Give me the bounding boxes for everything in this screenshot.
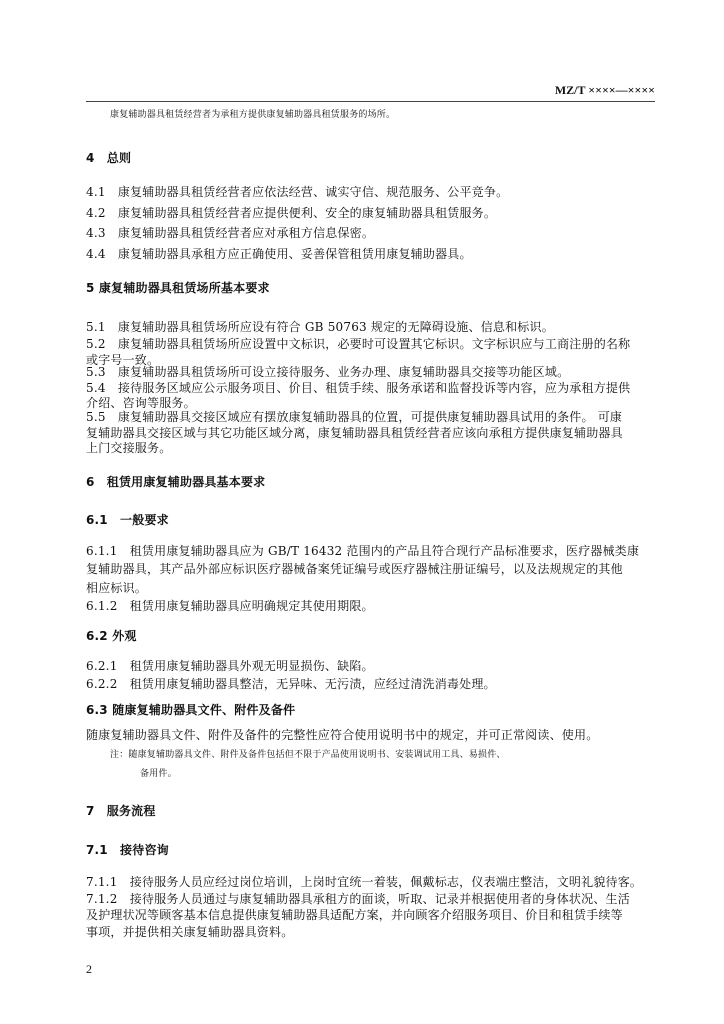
section-heading-4: 4 总则 (86, 151, 132, 165)
note-line: 注：随康复辅助器具文件、附件及备件包括但不限于产品使用说明书、安装调试用工具、易损件、 (110, 750, 506, 760)
subsection-heading-6-1: 6.1 一般要求 (86, 513, 169, 527)
subsection-heading-7-1: 7.1 接待咨询 (86, 843, 169, 857)
standard-code: MZ/T ××××—×××× (554, 83, 655, 97)
subsection-heading-6-3: 6.3 随康复辅助器具文件、附件及备件 (86, 703, 296, 717)
clause-5-5-cont: 复辅助器具交接区域与其它功能区域分离，康复辅助器具租赁经营者应该向承租方提供康复辅助器具 (86, 426, 623, 440)
clause-6-2-1: 6.2.1 租赁用康复辅助器具外观无明显损伤、缺陷。 (86, 659, 374, 673)
clause-4-2: 4.2 康复辅助器具租赁经营者应提供便利、安全的康复辅助器具租赁服务。 (86, 206, 497, 220)
clause-5-2: 5.2 康复辅助器具租赁场所应设置中文标识，必要时可设置其它标识。文字标识应与工商注册的名称 (86, 337, 631, 351)
clause-6-1-1-cont: 复辅助器具，其产品外部应标识医疗器械备案凭证编号或医疗器械注册证编号，以及法规规定的其他 (86, 562, 623, 576)
clause-6-2-2: 6.2.2 租赁用康复辅助器具整洁，无异味、无污渍，应经过清洗消毒处理。 (86, 677, 496, 691)
section-heading-6: 6 租赁用康复辅助器具基本要求 (86, 475, 266, 489)
clause-5-1: 5.1 康复辅助器具租赁场所应设有符合 GB 50763 规定的无障碍设施、信息和标识。 (86, 320, 554, 334)
clause-5-5-cont2: 上门交接服务。 (86, 441, 172, 455)
clause-6-1-1: 6.1.1 租赁用康复辅助器具应为 GB/T 16432 范围内的产品且符合现行产品标准要求，医疗器械类康 (86, 544, 640, 558)
clause-7-1-2: 7.1.2 接待服务人员通过与康复辅助器具承租方的面谈，听取、记录并根据使用者的身体状况、生活 (86, 892, 630, 906)
clause-5-4: 5.4 接待服务区域应公示服务项目、价目、租赁手续、服务承诺和监督投诉等内容，应为承租方提供 (86, 381, 631, 395)
clause-5-4-cont: 介绍、咨询等服务。 (86, 396, 196, 410)
header-rule (86, 101, 655, 102)
clause-5-3: 5.3 康复辅助器具租赁场所可设立接待服务、业务办理、康复辅助器具交接等功能区域。 (86, 365, 570, 379)
clause-7-1-1: 7.1.1 接待服务人员应经过岗位培训，上岗时宜统一着装，佩戴标志，仪表端庄整洁，文明礼貌待客。 (86, 875, 643, 889)
clause-4-3: 4.3 康复辅助器具租赁经营者应对承租方信息保密。 (86, 226, 375, 240)
clause-4-4: 4.4 康复辅助器具承租方应正确使用、妥善保管租赁用康复辅助器具。 (86, 247, 472, 261)
page-number: 2 (86, 962, 92, 976)
paragraph-6-3: 随康复辅助器具文件、附件及备件的完整性应符合使用说明书中的规定，并可正常阅读、使用。 (86, 728, 599, 742)
clause-4-1: 4.1 康复辅助器具租赁经营者应依法经营、诚实守信、规范服务、公平竞争。 (86, 185, 509, 199)
clause-5-2-cont: 或字号一致。 (86, 353, 160, 367)
section-heading-7: 7 服务流程 (86, 804, 156, 818)
clause-7-1-2-cont2: 事项，并提供相关康复辅助器具资料。 (86, 925, 294, 939)
clause-7-1-2-cont: 及护理状况等顾客基本信息提供康复辅助器具适配方案，并向顾客介绍服务项目、价目和租赁手续等 (86, 908, 623, 922)
section-heading-5: 5 康复辅助器具租赁场所基本要求 (86, 281, 270, 295)
clause-5-5: 5.5 康复辅助器具交接区域应有摆放康复辅助器具的位置，可提供康复辅助器具试用的条件。 可康 (86, 410, 623, 424)
note-line-cont: 备用件。 (140, 769, 177, 779)
paragraph-line: 康复辅助器具租赁经营者为承租方提供康复辅助器具租赁服务的场所。 (110, 110, 396, 120)
clause-6-1-2: 6.1.2 租赁用康复辅助器具应明确规定其使用期限。 (86, 599, 374, 613)
subsection-heading-6-2: 6.2 外观 (86, 629, 137, 643)
clause-6-1-1-cont2: 相应标识。 (86, 581, 148, 595)
